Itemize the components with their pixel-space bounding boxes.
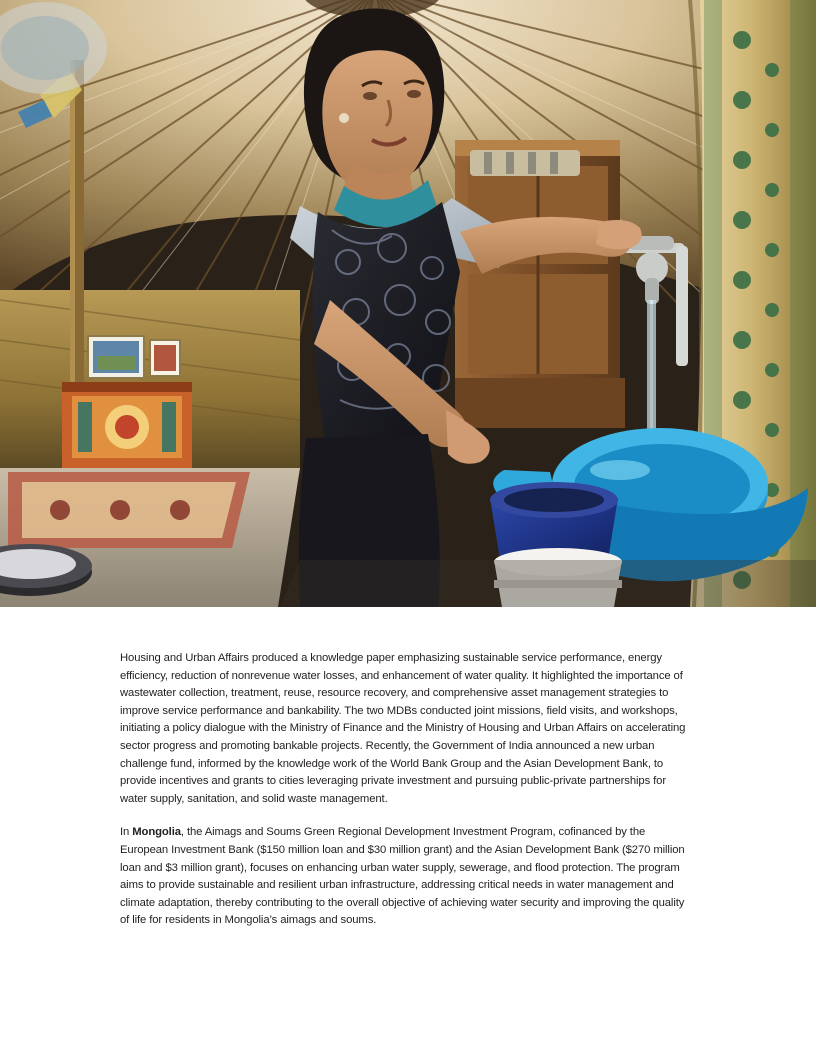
paragraph-mongolia bbox=[120, 824, 692, 930]
framed-photos bbox=[88, 336, 180, 378]
carpet bbox=[8, 472, 250, 548]
body-text bbox=[120, 650, 692, 930]
text-run: Housing and Urban Affairs produced a knowledge paper emphasizing sustainable service performance, energy efficiency, reduction of nonrevenue water losses, and enhancement of water quality. It highlighted the importance of wastewater collection, treatment, reuse, resource recovery, and comprehensive asset management strategies to improve service performance and bankability. The two MDBs conducted joint missions, field visits, and workshops, initiating a policy dialogue with the Ministry of Finance and the Ministry of Housing and Urban Affairs on accelerating sector progress and promoting bankable projects. Recently, the Government of India announced a new urban challenge fund, informed by the knowledge work of the World Bank Group and the Asian Development Bank, to provide incentives and grants to cities leveraging private investment and pursuing public-private partnerships for water supply, sanitation, and solid waste management. bbox=[120, 652, 686, 805]
text-run: , the Aimags and Soums Green Regional Development Investment Program, cofinanced by the European Investment Bank ($150 million loan and $30 million grant) and the Asian Development Bank ($270 million loan and $3 million grant), focuses on enhancing urban water supply, sewerage, and flood protection. The program aims to provide sustainable and resilient urban infrastructure, addressing critical needs in water management and climate adaptation, thereby contributing to the overall objective of achieving water security and improving the quality of life for residents in Mongolia’s aimags and soums. bbox=[120, 826, 685, 927]
paragraph-india-continued bbox=[120, 650, 692, 808]
painted-chest bbox=[62, 382, 192, 468]
text-run: In bbox=[120, 826, 133, 839]
country-name: Mongolia bbox=[132, 826, 181, 839]
